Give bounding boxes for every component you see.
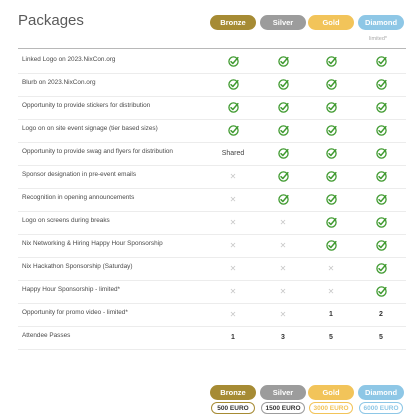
check-icon (309, 211, 353, 234)
check-icon (309, 119, 353, 142)
tier-badge-silver: Silver (260, 15, 306, 30)
price-bronze: 500 EURO (211, 402, 255, 414)
cross-icon: ✕ (229, 195, 237, 204)
cross-icon: ✕ (279, 218, 287, 227)
row-label: Logo on on site event signage (tier based sizes) (22, 125, 158, 132)
row-label: Happy Hour Sponsorship - limited* (22, 286, 121, 293)
check-icon (359, 119, 403, 142)
count-value: 2 (379, 311, 383, 318)
table-row (18, 326, 406, 350)
cross-icon: ✕ (327, 264, 335, 273)
table-row (18, 73, 406, 97)
table-row (18, 96, 406, 120)
check-icon (261, 165, 305, 188)
row-label: Linked Logo on 2023.NixCon.org (22, 56, 116, 63)
tier-badge-diamond: Diamond (358, 385, 404, 400)
check-icon (211, 96, 255, 119)
cross-icon: ✕ (229, 172, 237, 181)
cross-icon: ✕ (229, 287, 237, 296)
cross-icon: ✕ (229, 310, 237, 319)
check-icon (309, 50, 353, 73)
count-value: 3 (281, 334, 285, 341)
check-icon (309, 165, 353, 188)
check-icon (261, 50, 305, 73)
check-icon (261, 73, 305, 96)
table-row (18, 280, 406, 304)
row-label: Opportunity to provide stickers for distribution (22, 102, 151, 109)
table-row (18, 257, 406, 281)
table-divider (18, 48, 406, 49)
table-row (18, 142, 406, 166)
check-icon (261, 188, 305, 211)
count-value: 1 (329, 311, 333, 318)
cross-icon: ✕ (229, 264, 237, 273)
tier-badge-diamond: Diamond (358, 15, 404, 30)
price-silver: 1500 EURO (261, 402, 305, 414)
tier-note: limited* (369, 36, 388, 42)
table-row (18, 165, 406, 189)
table-row (18, 188, 406, 212)
check-icon (359, 280, 403, 303)
check-icon (309, 188, 353, 211)
row-label: Nix Hackathon Sponsorship (Saturday) (22, 263, 133, 270)
check-icon (359, 257, 403, 280)
table-row (18, 234, 406, 258)
check-icon (359, 73, 403, 96)
tier-badge-bronze: Bronze (210, 385, 256, 400)
row-label: Opportunity to provide swag and flyers for distribution (22, 148, 173, 155)
tier-badge-bronze: Bronze (210, 15, 256, 30)
row-label: Attendee Passes (22, 332, 71, 339)
row-label: Sponsor designation in pre-event emails (22, 171, 137, 178)
cross-icon: ✕ (229, 241, 237, 250)
row-label: Blurb on 2023.NixCon.org (22, 79, 96, 86)
tier-badge-gold: Gold (308, 385, 354, 400)
check-icon (359, 234, 403, 257)
check-icon (309, 96, 353, 119)
row-label: Recognition in opening announcements (22, 194, 135, 201)
row-label: Nix Networking & Hiring Happy Hour Sponsorship (22, 240, 163, 247)
count-value: 5 (379, 334, 383, 341)
check-icon (211, 119, 255, 142)
check-icon (211, 50, 255, 73)
price-diamond: 6000 EURO (359, 402, 403, 414)
cross-icon: ✕ (279, 241, 287, 250)
check-icon (309, 142, 353, 165)
check-icon (211, 73, 255, 96)
table-row (18, 211, 406, 235)
count-value: 5 (329, 334, 333, 341)
check-icon (359, 142, 403, 165)
cross-icon: ✕ (327, 287, 335, 296)
table-row (18, 303, 406, 327)
check-icon (359, 50, 403, 73)
cross-icon: ✕ (279, 264, 287, 273)
check-icon (359, 165, 403, 188)
shared-value: Shared (221, 150, 245, 157)
row-label: Logo on screens during breaks (22, 217, 110, 224)
check-icon (261, 96, 305, 119)
check-icon (359, 188, 403, 211)
price-gold: 3000 EURO (309, 402, 353, 414)
check-icon (359, 211, 403, 234)
page-title: Packages (18, 12, 84, 29)
check-icon (359, 96, 403, 119)
cross-icon: ✕ (279, 310, 287, 319)
check-icon (309, 234, 353, 257)
check-icon (261, 142, 305, 165)
check-icon (261, 119, 305, 142)
count-value: 1 (231, 334, 235, 341)
tier-badge-gold: Gold (308, 15, 354, 30)
table-row (18, 50, 406, 74)
row-label: Opportunity for promo video - limited* (22, 309, 128, 316)
cross-icon: ✕ (279, 287, 287, 296)
check-icon (309, 73, 353, 96)
tier-badge-silver: Silver (260, 385, 306, 400)
cross-icon: ✕ (229, 218, 237, 227)
table-row (18, 119, 406, 143)
